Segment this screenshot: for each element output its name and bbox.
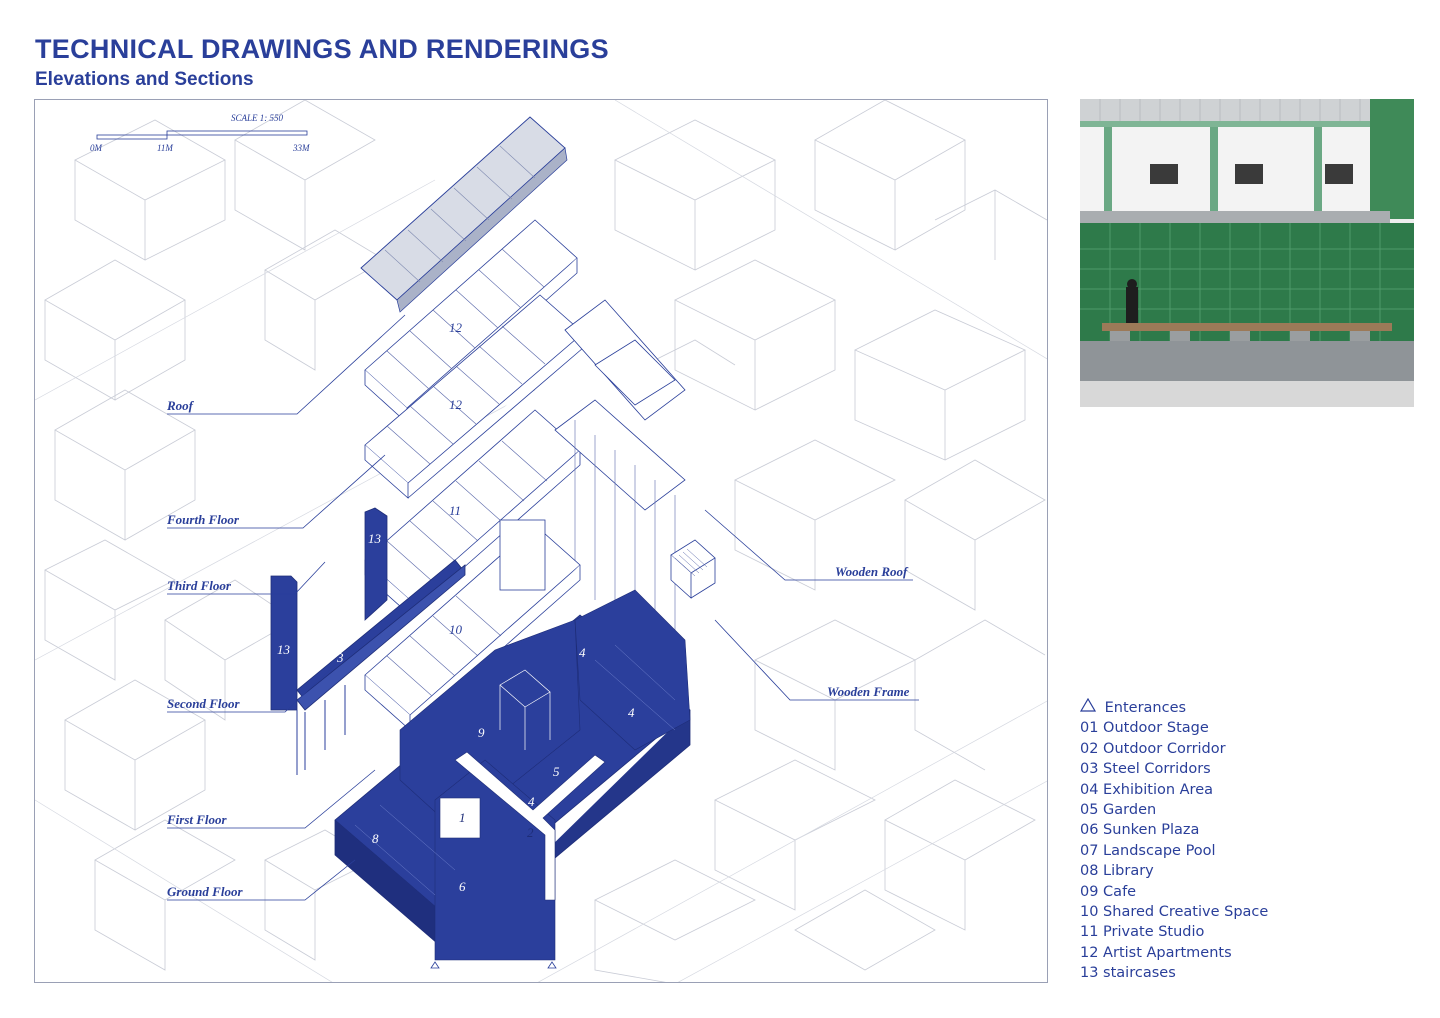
legend-item: 05 Garden [1080,801,1157,818]
legend [1080,698,1268,983]
legend-item: 11 Private Studio [1080,924,1205,941]
legend-item: 04 Exhibition Area [1080,781,1214,798]
label-ground-floor: Ground Floor [167,884,243,899]
zone-number: 8 [372,831,379,846]
zone-number: 13 [277,642,290,657]
zone-number: 5 [553,764,560,779]
legend-item: 07 Landscape Pool [1080,842,1216,859]
triangle-icon [1080,698,1100,718]
label-third-floor: Third Floor [167,578,231,593]
scale-label: SCALE 1: 550 [231,113,284,123]
legend-item: 12 Artist Apartments [1080,944,1232,961]
legend-item: 10 Shared Creative Space [1080,903,1269,920]
legend-item: 02 Outdoor Corridor [1080,740,1226,757]
zone-number: 10 [449,622,462,637]
page-subtitle: Elevations and Sections [35,69,254,90]
label-roof: Roof [167,398,193,413]
zone-number: 4 [579,645,586,660]
zone-number: 11 [449,503,462,518]
zone-number: 2 [527,825,534,840]
zone-number: 6 [459,879,466,894]
zone-number: 12 [449,320,462,335]
zone-number: 9 [478,725,485,740]
label-wooden-roof: Wooden Roof [835,564,908,579]
label-second-floor: Second Floor [167,696,240,711]
ground-floor-layer [335,590,690,968]
zone-number: 1 [459,810,466,825]
legend-item: 13 staircases [1080,965,1176,982]
legend-entrance [1080,698,1268,718]
legend-item: 08 Library [1080,863,1154,880]
scale-mark-11: 11M [157,143,173,153]
legend-entrance-label: Enterances [1104,700,1187,716]
legend-item: 09 Cafe [1080,883,1137,900]
zone-number: 3 [337,650,344,665]
axonometric-drawing [34,99,1048,983]
label-fourth-floor: Fourth Floor [167,512,239,527]
scale-mark-33: 33M [293,143,310,153]
zone-number: 7 [565,881,572,896]
label-wooden-frame: Wooden Frame [827,684,910,699]
context-buildings [35,100,1048,983]
scale-mark-0: 0M [90,143,102,153]
zone-number: 4 [528,794,535,809]
zone-number: 12 [449,397,462,412]
legend-item: 06 Sunken Plaza [1080,822,1200,839]
page-title: TECHNICAL DRAWINGS AND RENDERINGS [35,34,609,64]
zone-number: 13 [368,531,381,546]
zone-number: 4 [628,705,635,720]
legend-item: 03 Steel Corridors [1080,761,1211,778]
rendering-image [1080,99,1414,407]
label-first-floor: First Floor [167,812,227,827]
legend-item: 01 Outdoor Stage [1080,720,1209,737]
scale-bar [97,131,307,139]
